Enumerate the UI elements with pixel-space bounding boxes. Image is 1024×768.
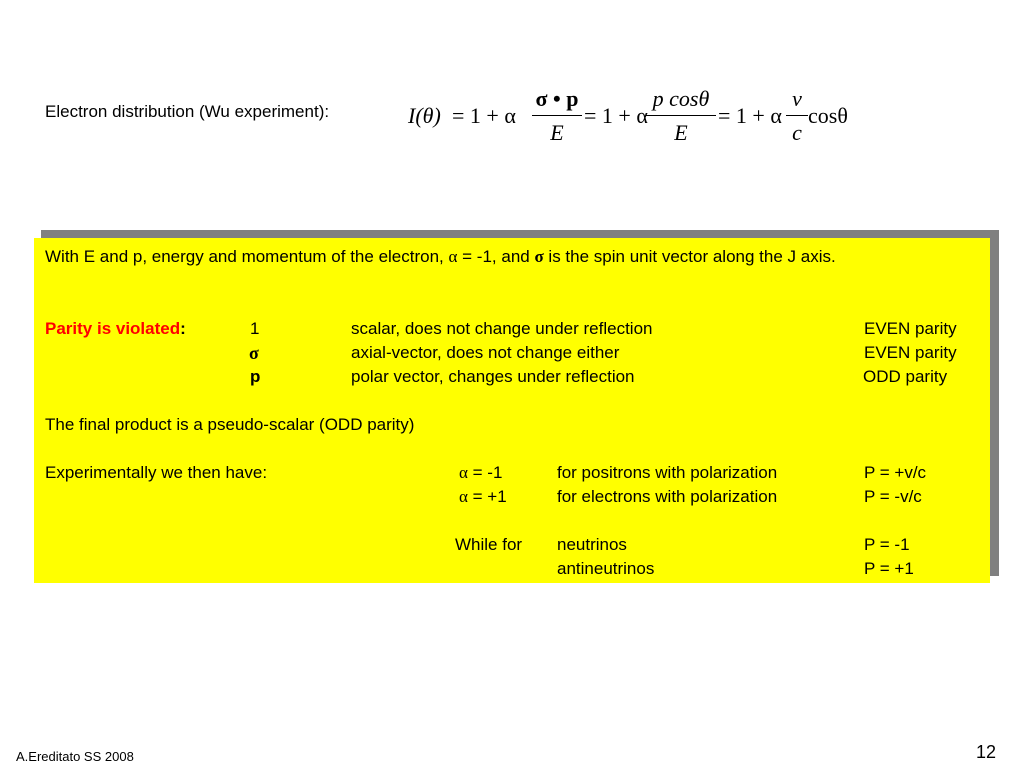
fraction-3-denominator: c <box>792 120 802 145</box>
intro-text-c: is the spin unit vector along the J axis. <box>543 247 836 266</box>
equation-term-1: = 1 + α <box>452 103 516 128</box>
fraction-pcos-over-e <box>646 86 716 146</box>
parity-colon: : <box>180 319 186 338</box>
row-2-symbol: σ <box>249 343 259 363</box>
nu-row-1-text: neutrinos <box>557 535 627 554</box>
fraction-1-bar <box>532 115 582 116</box>
fraction-1-denominator: E <box>550 120 564 145</box>
slide-heading: Electron distribution (Wu experiment): <box>45 102 330 121</box>
exp-row-2-alpha <box>459 487 507 507</box>
equation-tail: cosθ <box>808 103 848 128</box>
fraction-v-over-c <box>786 86 808 146</box>
row-1-symbol: 1 <box>250 319 260 338</box>
while-for-label: While for <box>455 535 523 554</box>
final-product-line: The final product is a pseudo-scalar (ODD parity) <box>45 415 415 434</box>
fraction-2-bar <box>646 115 716 116</box>
fraction-sigma-p-over-e <box>532 86 582 146</box>
fraction-3-bar <box>786 115 808 116</box>
footer-author: A.Ereditato SS 2008 <box>16 749 134 764</box>
alpha-symbol: α <box>448 247 458 266</box>
row-3-description: polar vector, changes under reflection <box>351 367 635 386</box>
row-2-description: axial-vector, does not change either <box>351 343 620 362</box>
fraction-2-numerator: p cosθ <box>652 86 710 111</box>
exp-row-1-p: P = +v/c <box>864 463 927 482</box>
parity-violated-text: Parity is violated <box>45 319 181 338</box>
fraction-2-denominator: E <box>674 120 688 145</box>
exp-row-2-text: for electrons with polarization <box>557 487 778 506</box>
parity-box <box>34 238 990 583</box>
row-1-description: scalar, does not change under reflection <box>351 319 653 338</box>
exp-row-1-value: = -1 <box>467 463 503 482</box>
intro-text-b: = -1, and <box>457 247 535 266</box>
sigma-symbol: σ <box>534 247 544 266</box>
row-1-parity: EVEN parity <box>864 319 957 338</box>
exp-row-2-p: P = -v/c <box>864 487 922 506</box>
row-3-parity: ODD parity <box>863 367 948 386</box>
parity-violated-label <box>45 319 186 339</box>
nu-row-1-p: P = -1 <box>864 535 910 554</box>
experimental-line: Experimentally we then have: <box>45 463 268 482</box>
alpha-symbol: α <box>459 463 468 482</box>
nu-row-2-text: antineutrinos <box>557 559 655 578</box>
equation-term-2: = 1 + α <box>584 103 648 128</box>
intro-line <box>45 247 836 267</box>
equation-lhs: I(θ) <box>408 103 441 128</box>
exp-row-1-alpha <box>459 463 502 483</box>
fraction-3-numerator: v <box>792 86 802 111</box>
alpha-symbol: α <box>459 487 468 506</box>
row-2-parity: EVEN parity <box>864 343 957 362</box>
equation-term-3: = 1 + α <box>718 103 782 128</box>
fraction-1-numerator: σ • p <box>535 86 579 111</box>
exp-row-1-text: for positrons with polarization <box>557 463 778 482</box>
row-3-symbol: p <box>250 367 261 386</box>
page-number: 12 <box>976 742 997 762</box>
nu-row-2-p: P = +1 <box>864 559 914 578</box>
intro-text-a: With E and p, energy and momentum of the electron, <box>45 247 449 266</box>
exp-row-2-value: = +1 <box>467 487 507 506</box>
